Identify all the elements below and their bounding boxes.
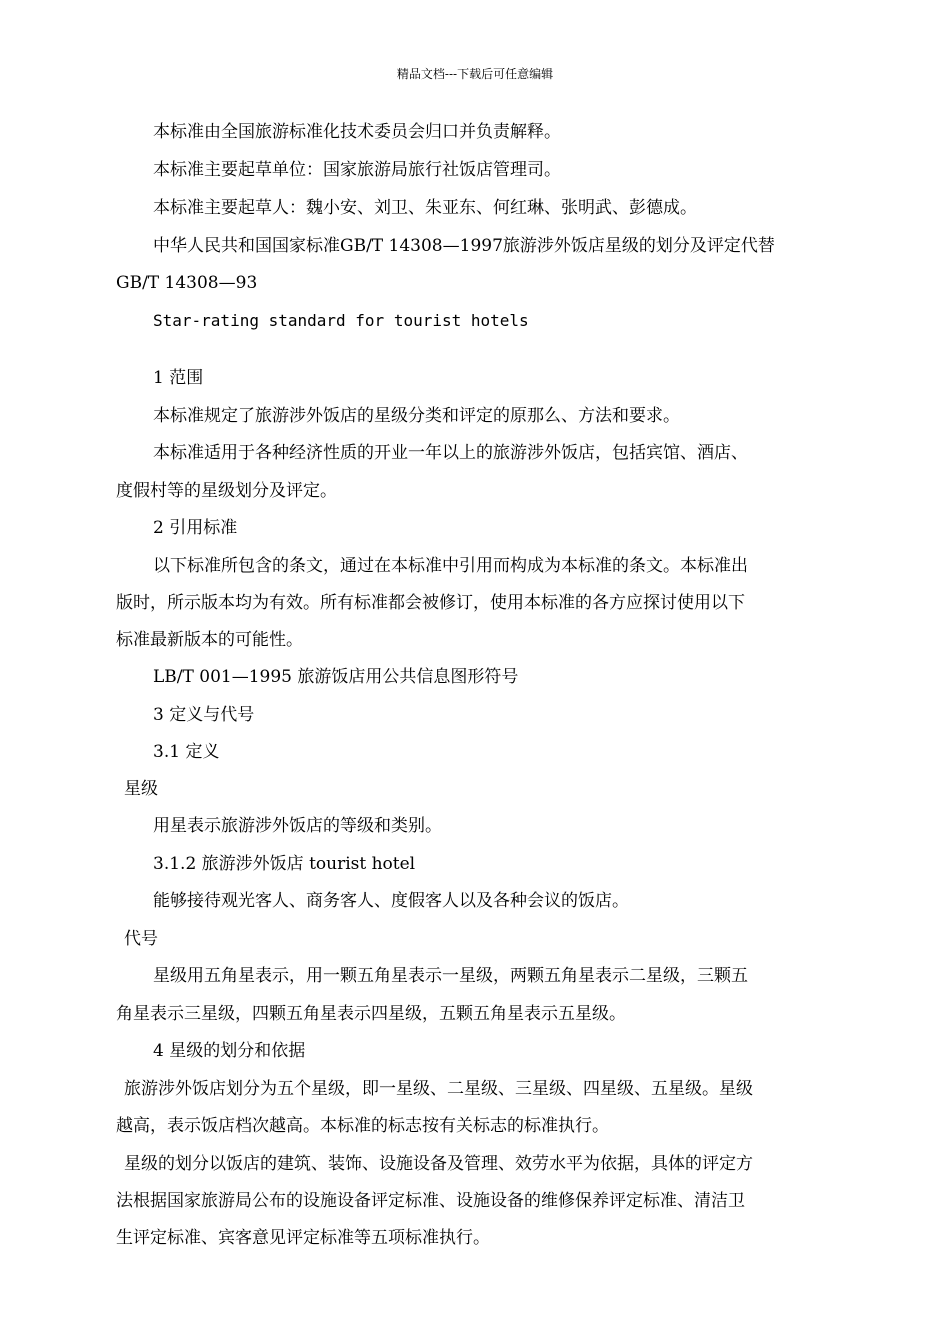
section-heading: 4 星级的划分和依据 [153, 1041, 306, 1061]
subsection-heading: 3.1.2 旅游涉外饭店 tourist hotel [153, 854, 416, 874]
section-heading: 3 定义与代号 [153, 705, 255, 725]
subsection-heading: 3.1 定义 [153, 742, 220, 762]
reference-line: LB/T 001—1995 旅游饭店用公共信息图形符号 [153, 667, 519, 687]
paragraph-line: 标准最新版本的可能性。 [116, 630, 303, 650]
paragraph-line: 生评定标准、宾客意见评定标准等五项标准执行。 [116, 1228, 490, 1248]
paragraph-line: 法根据国家旅游局公布的设施设备评定标准、设施设备的维修保养评定标准、清洁卫 [116, 1191, 745, 1211]
paragraph-line: 本标准适用于各种经济性质的开业一年以上的旅游涉外饭店，包括宾馆、酒店、 [153, 443, 748, 463]
paragraph-line: 能够接待观光客人、商务客人、度假客人以及各种会议的饭店。 [153, 891, 629, 911]
section-heading: 2 引用标准 [153, 518, 238, 538]
paragraph-line: 用星表示旅游涉外饭店的等级和类别。 [153, 816, 442, 836]
page-header: 精品文档---下载后可任意编辑 [396, 67, 554, 81]
paragraph-line: 越高，表示饭店档次越高。本标准的标志按有关标志的标准执行。 [116, 1116, 609, 1136]
paragraph-line: 度假村等的星级划分及评定。 [116, 481, 337, 501]
english-title: Star-rating standard for tourist hotels [153, 311, 529, 330]
paragraph-line: 星级的划分以饭店的建筑、装饰、设施设备及管理、效劳水平为依据，具体的评定方 [124, 1154, 753, 1174]
paragraph-line: 版时，所示版本均为有效。所有标准都会被修订，使用本标准的各方应探讨使用以下 [116, 593, 745, 613]
paragraph-line: 本标准规定了旅游涉外饭店的星级分类和评定的原那么、方法和要求。 [153, 406, 680, 426]
paragraph-line: 中华人民共和国国家标准GB/T 14308—1997旅游涉外饭店星级的划分及评定代替 [153, 236, 775, 256]
paragraph-line: 本标准主要起草单位：国家旅游局旅行社饭店管理司。 [153, 160, 561, 180]
paragraph-line: 星级用五角星表示，用一颗五角星表示一星级，两颗五角星表示二星级，三颗五 [153, 966, 748, 986]
term-heading: 星级 [124, 779, 158, 799]
paragraph-line: GB/T 14308—93 [116, 273, 258, 293]
section-heading: 1 范围 [153, 368, 204, 388]
paragraph-line: 角星表示三星级，四颗五角星表示四星级，五颗五角星表示五星级。 [116, 1004, 626, 1024]
paragraph-line: 以下标准所包含的条文，通过在本标准中引用而构成为本标准的条文。本标准出 [153, 556, 748, 576]
paragraph-line: 本标准主要起草人：魏小安、刘卫、朱亚东、何红琳、张明武、彭德成。 [153, 198, 697, 218]
term-heading: 代号 [124, 929, 158, 949]
paragraph-line: 旅游涉外饭店划分为五个星级，即一星级、二星级、三星级、四星级、五星级。星级 [124, 1079, 753, 1099]
paragraph-line: 本标准由全国旅游标准化技术委员会归口并负责解释。 [153, 122, 561, 142]
